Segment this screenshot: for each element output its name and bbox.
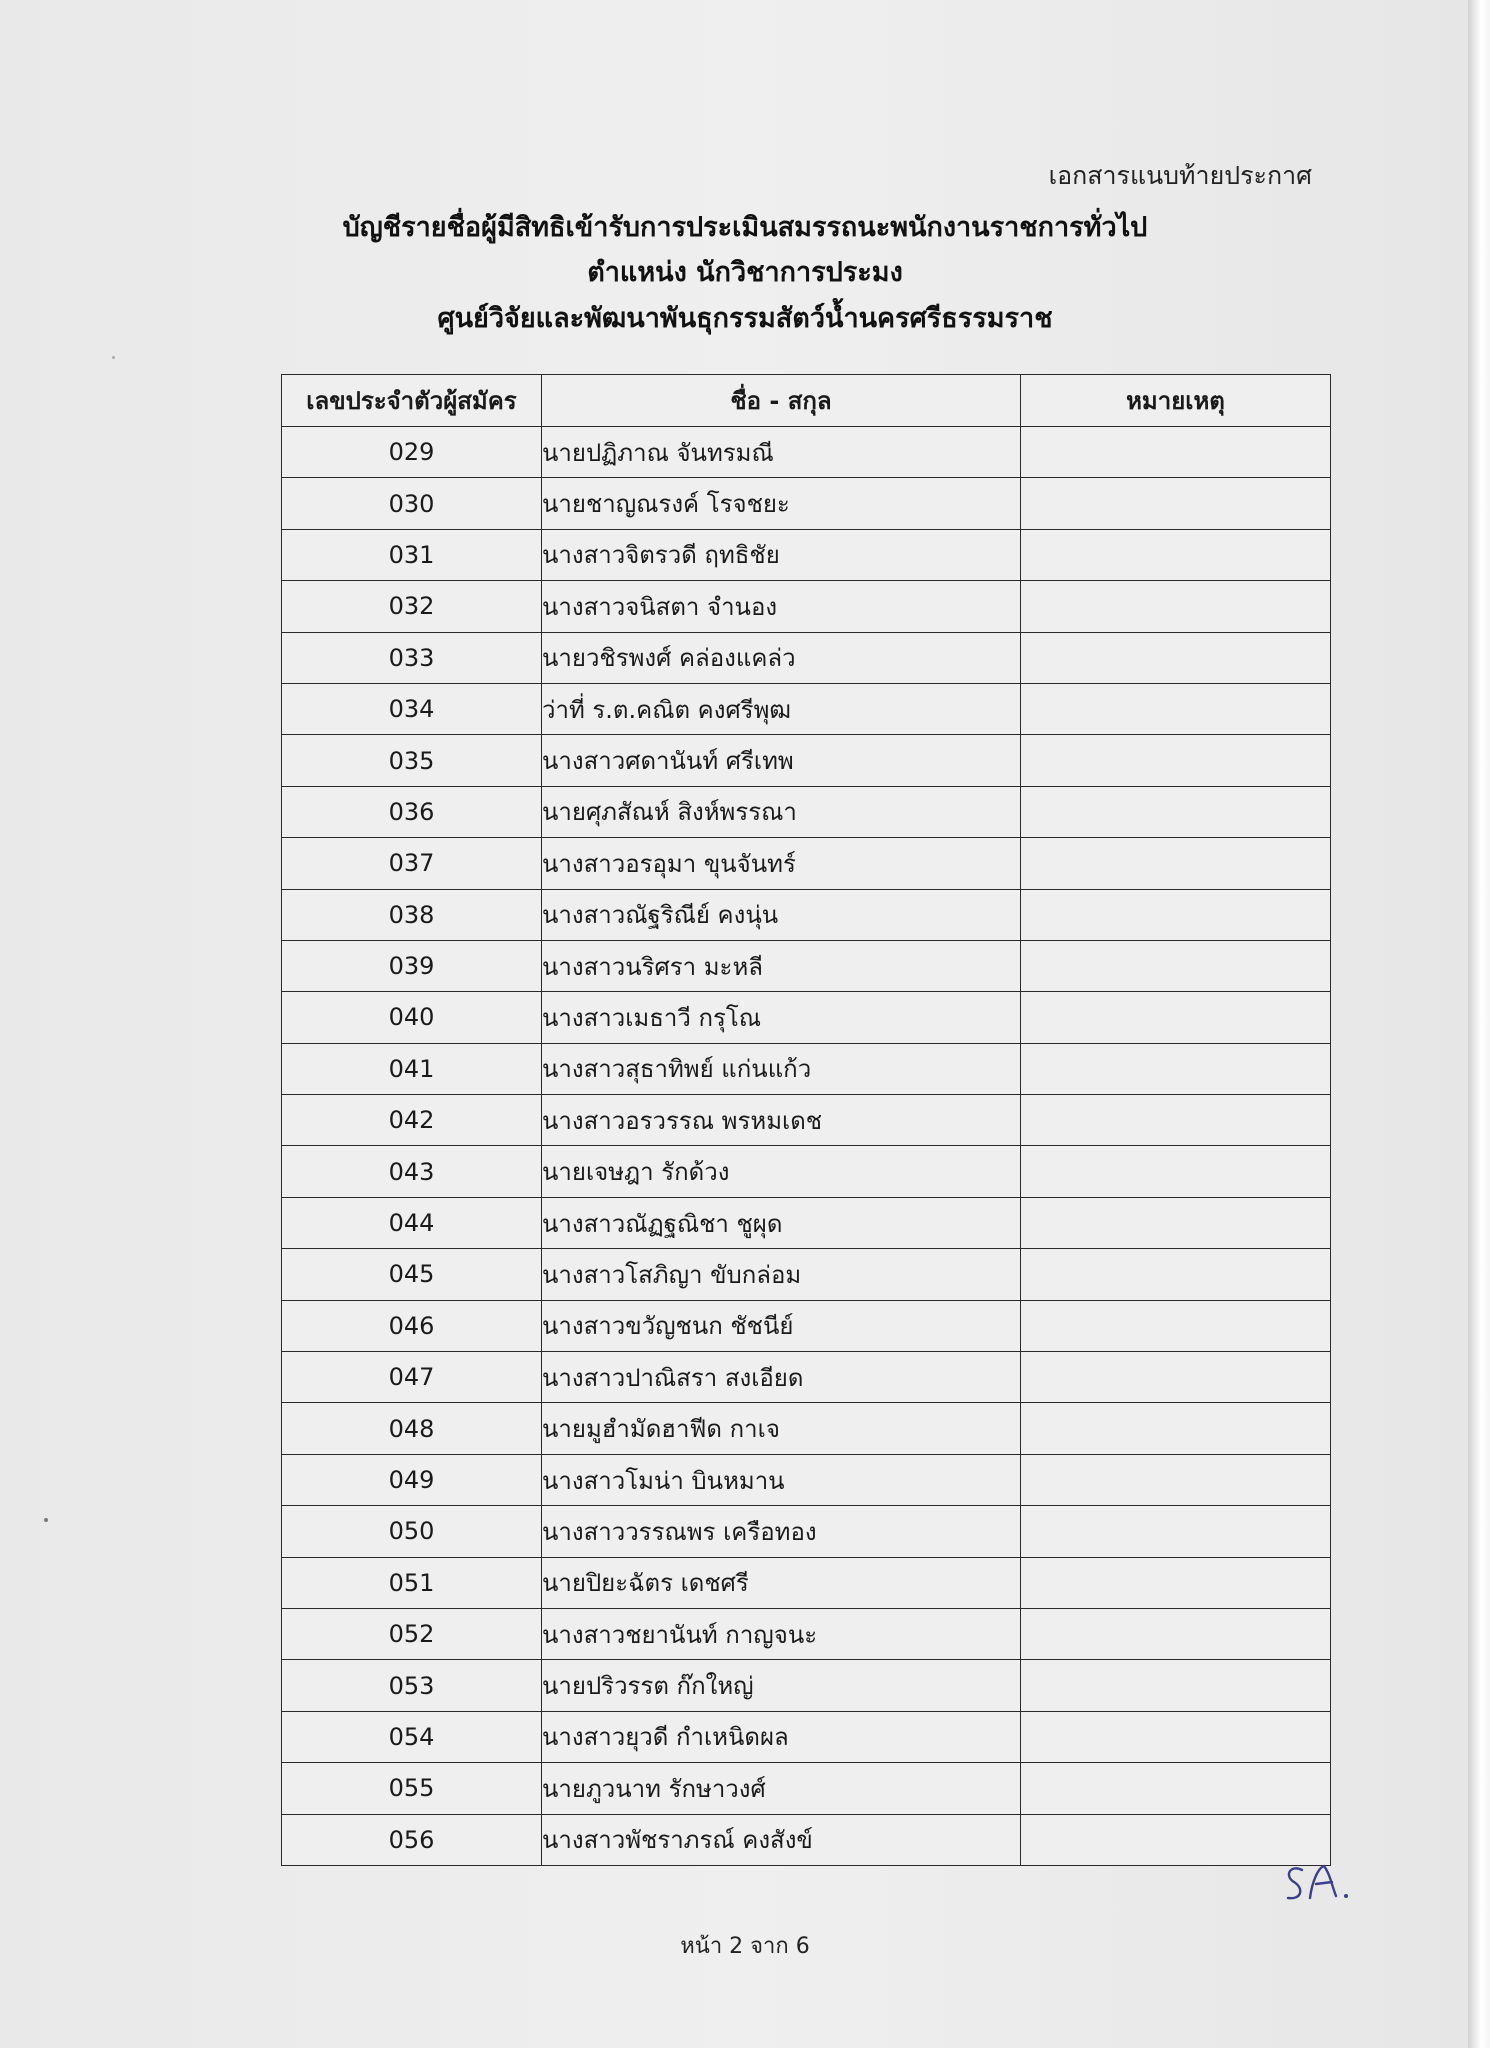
table-row (282, 1197, 1331, 1248)
position-title: ตำแหน่ง นักวิชาการประมง (587, 257, 903, 288)
remarks-cell (1021, 940, 1331, 991)
full-name-cell: นางสาวเมธาวี กรุโณ (542, 992, 1021, 1043)
applicant-id-cell: 050 (282, 1506, 542, 1557)
full-name-cell: นางสาวขวัญชนก ชัชนีย์ (542, 1300, 1021, 1351)
full-name-cell: นายภูวนาท รักษาวงศ์ (542, 1763, 1021, 1814)
remarks-cell (1021, 1454, 1331, 1505)
table-row (282, 632, 1331, 683)
table-body (282, 427, 1331, 1866)
remarks-cell (1021, 581, 1331, 632)
table-row (282, 1506, 1331, 1557)
applicant-id-cell: 051 (282, 1557, 542, 1608)
applicant-id-cell: 034 (282, 683, 542, 734)
remarks-cell (1021, 1146, 1331, 1197)
applicant-id-cell: 056 (282, 1814, 542, 1865)
remarks-cell (1021, 1711, 1331, 1762)
applicant-id-cell: 053 (282, 1660, 542, 1711)
table-header-row (282, 375, 1331, 427)
applicant-id-cell: 038 (282, 889, 542, 940)
remarks-cell (1021, 1557, 1331, 1608)
applicant-id-cell: 039 (282, 940, 542, 991)
page-number: หน้า 2 จาก 6 (680, 1934, 810, 1959)
applicant-id-cell: 032 (282, 581, 542, 632)
full-name-cell: นางสาวจนิสตา จำนอง (542, 581, 1021, 632)
remarks-cell (1021, 786, 1331, 837)
full-name-cell: นางสาวยุวดี กำเหนิดผล (542, 1711, 1021, 1762)
full-name-cell: นางสาวณัฏฐณิชา ชูผุด (542, 1197, 1021, 1248)
full-name-cell: นายศุภสัณห์ สิงห์พรรณา (542, 786, 1021, 837)
candidate-table (281, 374, 1331, 1866)
full-name-cell: นางสาวสุธาทิพย์ แก่นแก้ว (542, 1043, 1021, 1094)
table-row (282, 1043, 1331, 1094)
full-name-cell: นางสาวนริศรา มะหลี (542, 940, 1021, 991)
remarks-cell (1021, 1043, 1331, 1094)
applicant-id-cell: 044 (282, 1197, 542, 1248)
full-name-cell: นางสาวปาณิสรา สงเอียด (542, 1352, 1021, 1403)
table-row (282, 1711, 1331, 1762)
remarks-cell (1021, 529, 1331, 580)
remarks-cell (1021, 1352, 1331, 1403)
applicant-id-cell: 043 (282, 1146, 542, 1197)
remarks-cell (1021, 735, 1331, 786)
applicant-id-cell: 041 (282, 1043, 542, 1094)
full-name-cell: นางสาวศดานันท์ ศรีเทพ (542, 735, 1021, 786)
applicant-id-cell: 048 (282, 1403, 542, 1454)
full-name-cell: นางสาวณัฐริณีย์ คงนุ่น (542, 889, 1021, 940)
remarks-cell (1021, 1300, 1331, 1351)
applicant-id-cell: 031 (282, 529, 542, 580)
table-row (282, 992, 1331, 1043)
table-row (282, 1814, 1331, 1865)
remarks-cell (1021, 1403, 1331, 1454)
full-name-cell: นายปิยะฉัตร เดชศรี (542, 1557, 1021, 1608)
table-row (282, 1608, 1331, 1659)
remarks-cell (1021, 838, 1331, 889)
document-title: บัญชีรายชื่อผู้มีสิทธิเข้ารับการประเมินสมรรถนะพนักงานราชการทั่วไป (342, 212, 1148, 243)
remarks-cell (1021, 1506, 1331, 1557)
header-remarks: หมายเหตุ (1021, 375, 1331, 427)
applicant-id-cell: 047 (282, 1352, 542, 1403)
annex-label: เอกสารแนบท้ายประกาศ (1048, 161, 1312, 190)
full-name-cell: นางสาวพัชราภรณ์ คงสังข์ (542, 1814, 1021, 1865)
applicant-id-cell: 052 (282, 1608, 542, 1659)
table-row (282, 1352, 1331, 1403)
applicant-id-cell: 046 (282, 1300, 542, 1351)
table-row (282, 1403, 1331, 1454)
full-name-cell: นางสาวอรอุมา ขุนจันทร์ (542, 838, 1021, 889)
table-row (282, 1660, 1331, 1711)
remarks-cell (1021, 1197, 1331, 1248)
signature-mark (1280, 1852, 1360, 1912)
remarks-cell (1021, 478, 1331, 529)
remarks-cell (1021, 1763, 1331, 1814)
full-name-cell: นางสาวชยานันท์ กาญจนะ (542, 1608, 1021, 1659)
table-row (282, 786, 1331, 837)
applicant-id-cell: 029 (282, 427, 542, 478)
table-row (282, 1557, 1331, 1608)
full-name-cell: นายปฏิภาณ จันทรมณี (542, 427, 1021, 478)
table-row (282, 581, 1331, 632)
remarks-cell (1021, 427, 1331, 478)
applicant-id-cell: 033 (282, 632, 542, 683)
table-row (282, 1763, 1331, 1814)
applicant-id-cell: 055 (282, 1763, 542, 1814)
applicant-id-cell: 049 (282, 1454, 542, 1505)
applicant-id-cell: 045 (282, 1249, 542, 1300)
full-name-cell: นางสาวจิตรวดี ฤทธิชัย (542, 529, 1021, 580)
applicant-id-cell: 030 (282, 478, 542, 529)
applicant-id-cell: 035 (282, 735, 542, 786)
table-row (282, 1095, 1331, 1146)
applicant-id-cell: 040 (282, 992, 542, 1043)
remarks-cell (1021, 1660, 1331, 1711)
table-row (282, 1454, 1331, 1505)
table-row (282, 683, 1331, 734)
full-name-cell: นางสาวโสภิญา ขับกล่อม (542, 1249, 1021, 1300)
scan-speck (112, 356, 115, 359)
agency-title: ศูนย์วิจัยและพัฒนาพันธุกรรมสัตว์น้ำนครศรีธรรมราช (437, 303, 1053, 334)
full-name-cell: นางสาวโมน่า บินหมาน (542, 1454, 1021, 1505)
remarks-cell (1021, 632, 1331, 683)
table-row (282, 889, 1331, 940)
header-full-name: ชื่อ - สกุล (542, 375, 1021, 427)
applicant-id-cell: 054 (282, 1711, 542, 1762)
full-name-cell: นายมูฮำมัดฮาฟีด กาเจ (542, 1403, 1021, 1454)
remarks-cell (1021, 1249, 1331, 1300)
table-row (282, 529, 1331, 580)
full-name-cell: ว่าที่ ร.ต.คณิต คงศรีพุฒ (542, 683, 1021, 734)
table-row (282, 735, 1331, 786)
full-name-cell: นายเจษฎา รักด้วง (542, 1146, 1021, 1197)
remarks-cell (1021, 992, 1331, 1043)
table-row (282, 478, 1331, 529)
full-name-cell: นางสาวอรวรรณ พรหมเดช (542, 1095, 1021, 1146)
table-row (282, 427, 1331, 478)
full-name-cell: นางสาววรรณพร เครือทอง (542, 1506, 1021, 1557)
remarks-cell (1021, 1095, 1331, 1146)
full-name-cell: นายวชิรพงศ์ คล่องแคล่ว (542, 632, 1021, 683)
table-row (282, 838, 1331, 889)
applicant-id-cell: 042 (282, 1095, 542, 1146)
table-row (282, 1146, 1331, 1197)
table-row (282, 1300, 1331, 1351)
remarks-cell (1021, 889, 1331, 940)
scan-speck (44, 1518, 48, 1522)
table-row (282, 940, 1331, 991)
remarks-cell (1021, 683, 1331, 734)
full-name-cell: นายชาญณรงค์ โรจชยะ (542, 478, 1021, 529)
applicant-id-cell: 036 (282, 786, 542, 837)
full-name-cell: นายปริวรรต ก๊กใหญ่ (542, 1660, 1021, 1711)
header-applicant-id: เลขประจำตัวผู้สมัคร (282, 375, 542, 427)
table-row (282, 1249, 1331, 1300)
applicant-id-cell: 037 (282, 838, 542, 889)
remarks-cell (1021, 1608, 1331, 1659)
